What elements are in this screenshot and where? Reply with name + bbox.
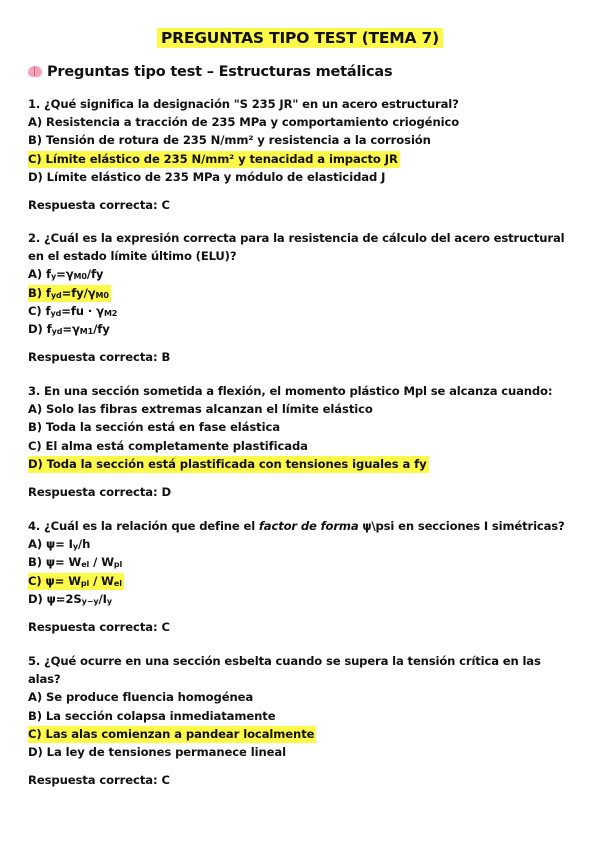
q1-option-a: A) Resistencia a tracción de 235 MPa y comportamiento criogénico [28, 115, 460, 130]
q1-option-b: B) Tensión de rotura de 235 N/mm² y resistencia a la corrosión [28, 133, 431, 148]
q3-option-c: C) El alma está completamente plastificada [28, 438, 308, 453]
q3-answer: Respuesta correcta: D [28, 485, 171, 500]
q4-option-b: B) $\psi= W_{el} / W_{pl}$ [28, 555, 123, 570]
section-subtitle [28, 64, 392, 80]
q5-option-d: D) La ley de tensiones permanece lineal [28, 745, 287, 760]
question-4 [28, 517, 573, 636]
q2-option-c: C) $f_{yd}=fu \cdot \gamma_{M2}$ [28, 303, 118, 318]
q5-option-c: C) Las alas comienzan a pandear localmente [28, 726, 315, 741]
question-5-text: 5. ¿Qué ocurre en una sección esbelta cuando se supera la tensión crítica en las alas? [28, 654, 541, 687]
q1-option-d: D) Límite elástico de 235 MPa y módulo de elasticidad J [28, 169, 386, 184]
title-wrap [0, 28, 600, 48]
q4-option-a: A) $\psi= I_y/h$ [28, 537, 91, 552]
question-5 [28, 652, 573, 789]
q1-option-c: C) Límite elástico de 235 N/mm² y tenacidad a impacto JR [28, 151, 398, 166]
q4-answer: Respuesta correcta: C [28, 620, 170, 635]
q5-answer: Respuesta correcta: C [28, 773, 170, 788]
q3-option-d: D) Toda la sección está plastificada con tensiones iguales a fy [28, 456, 427, 471]
question-1 [28, 95, 573, 214]
q2-option-d: D) $f_{yd}=\gamma_{M1}/fy$ [28, 322, 110, 337]
q4-option-d: D) $\psi=2S_{y-y}/I_y$ [28, 591, 112, 606]
q3-option-b: B) Toda la sección está en fase elástica [28, 420, 280, 435]
q4-option-c: C) $\psi= W_{pl} / W_{el}$ [28, 573, 122, 588]
question-3 [28, 382, 573, 501]
question-4-text: 4. ¿Cuál es la relación que define el factor de forma ψ\psi en secciones I simétricas? [28, 519, 565, 533]
q2-option-b: B) $f_{yd}=fy/\gamma_{M0}$ [28, 285, 109, 300]
q5-option-a: A) Se produce fluencia homogénea [28, 690, 254, 705]
subtitle-text: Preguntas tipo test – Estructuras metálicas [47, 64, 393, 80]
question-3-text: 3. En una sección sometida a flexión, el momento plástico Mpl se alcanza cuando: [28, 384, 553, 398]
q5-option-b: B) La sección colapsa inmediatamente [28, 708, 276, 723]
question-2-text: 2. ¿Cuál es la expresión correcta para la resistencia de cálculo del acero estructural en el estado límite último (ELU)? [28, 231, 565, 264]
page-title: PREGUNTAS TIPO TEST (TEMA 7) [157, 28, 443, 48]
q3-option-a: A) Solo las fibras extremas alcanzan el límite elástico [28, 402, 373, 417]
q2-answer: Respuesta correcta: B [28, 350, 171, 365]
question-1-text: 1. ¿Qué significa la designación "S 235 JR" en un acero estructural? [28, 97, 459, 111]
q1-answer: Respuesta correcta: C [28, 198, 170, 213]
brain-icon [28, 66, 42, 77]
q2-option-a: A) $f_y=\gamma_{M0}/fy$ [28, 267, 104, 282]
question-2 [28, 229, 573, 366]
